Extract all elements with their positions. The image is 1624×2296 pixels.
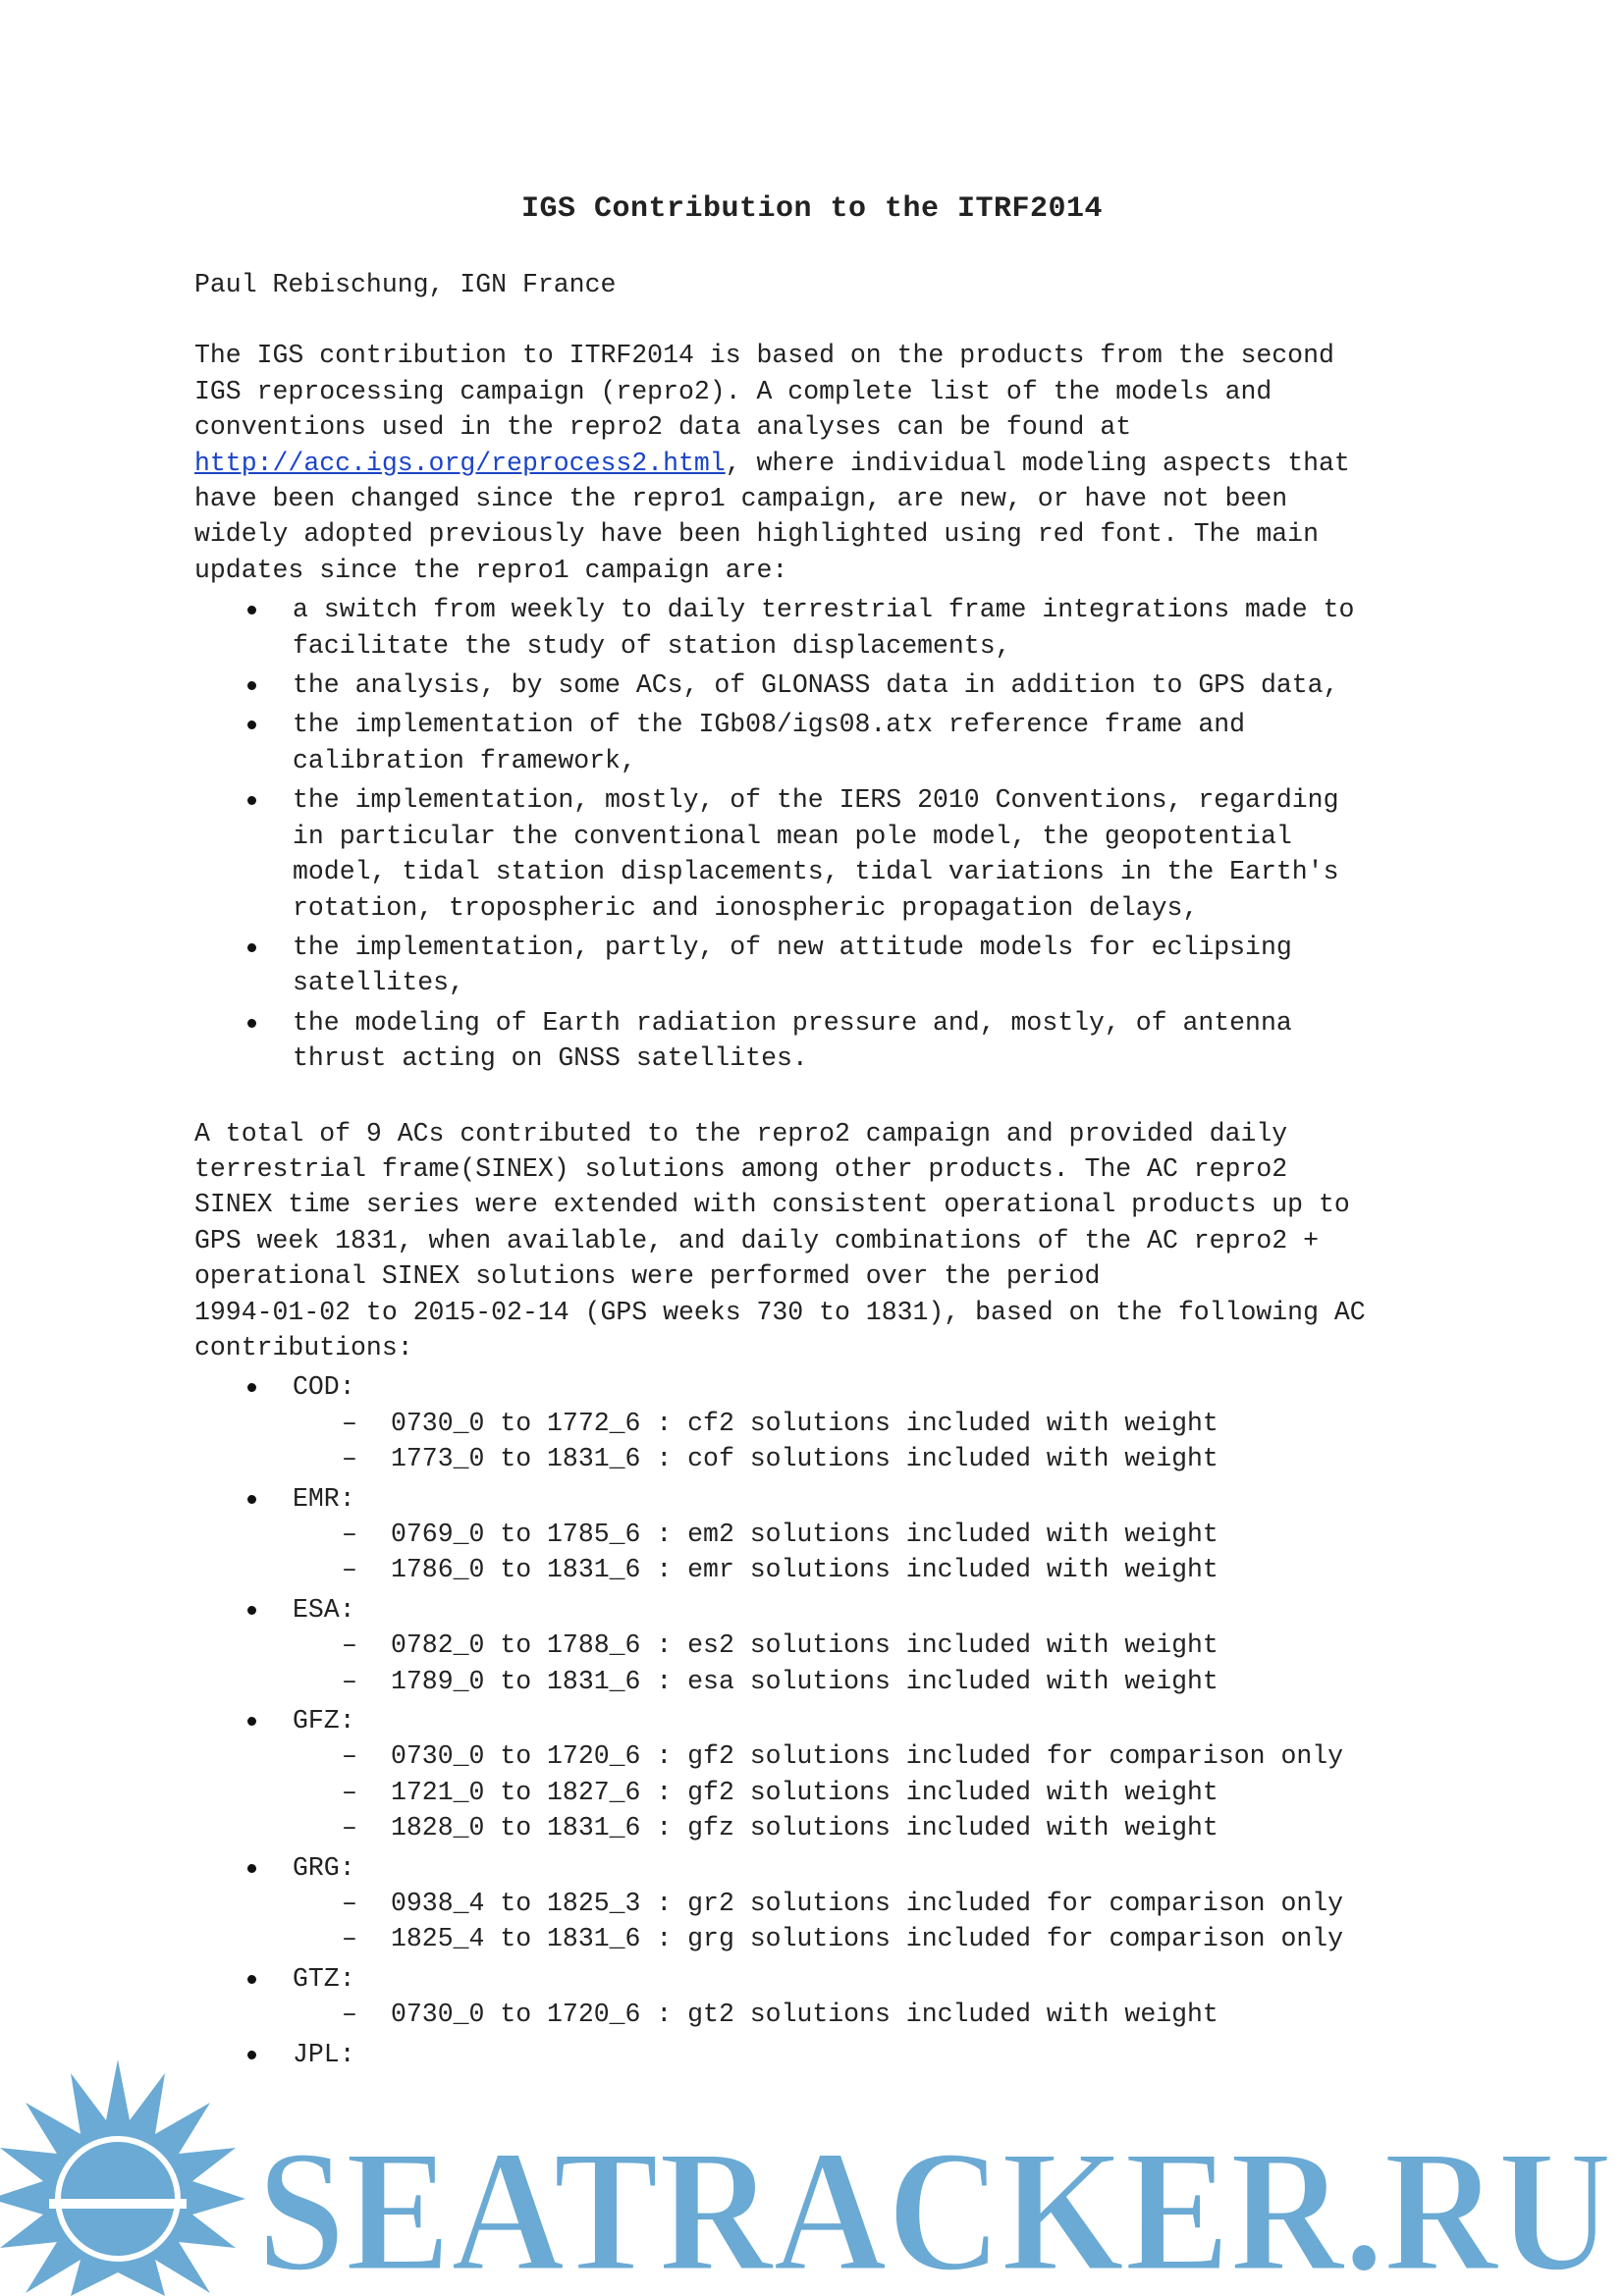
list-item: the implementation, partly, of new attitude models for eclipsing satellites, <box>194 930 1471 1001</box>
list-item: the modeling of Earth radiation pressure and, mostly, of antenna thrust acting on GNSS satellites. <box>194 1005 1471 1077</box>
dash-icon: – <box>342 1520 357 1549</box>
bullet-icon <box>247 1717 256 1726</box>
paragraph-gap <box>194 1081 1471 1116</box>
ac-solution-row: – 0730_0 to 1772_6 : cf2 solutions included with weight <box>293 1406 1471 1441</box>
ac-solution-row: – 0782_0 to 1788_6 : es2 solutions included with weight <box>293 1628 1471 1663</box>
ac-solution-row: – 1828_0 to 1831_6 : gfz solutions included with weight <box>293 1810 1471 1845</box>
dash-icon: – <box>342 1555 357 1585</box>
bullet-icon <box>247 1383 256 1392</box>
contributions-paragraph: A total of 9 ACs contributed to the repro2 campaign and provided daily terrestrial frame(SINEX) solutions among other products. The AC repro2 SINEX time series were extended with consistent operational products up to GPS week 1831, when available, and daily combinations of the AC repro2 + operational SINEX solutions were performed over the period 1994-01-02 to 2015-02-14 (GPS weeks 730 to 1831), based on the following AC contributions: <box>194 1118 1366 1362</box>
bullet-icon <box>247 606 256 614</box>
bullet-icon <box>247 796 256 805</box>
dash-icon: – <box>342 1741 357 1772</box>
bullet-icon <box>247 943 256 952</box>
ac-solution-row: – 1721_0 to 1827_6 : gf2 solutions included with weight <box>293 1775 1471 1810</box>
reprocess2-link[interactable]: http://acc.igs.org/reprocess2.html <box>194 448 726 478</box>
dash-icon: – <box>342 1444 357 1474</box>
bullet-icon <box>247 1864 256 1873</box>
horizon-band <box>49 2199 187 2209</box>
dash-icon: – <box>342 1777 357 1807</box>
document-title: IGS Contribution to the ITRF2014 <box>520 192 1104 226</box>
ac-solution-row: – 1789_0 to 1831_6 : esa solutions included with weight <box>293 1664 1471 1699</box>
list-item: the analysis, by some ACs, of GLONASS data in addition to GPS data, <box>194 667 1471 703</box>
ac-solution-row: – 1786_0 to 1831_6 : emr solutions included with weight <box>293 1552 1471 1587</box>
ac-solution-row: – 0938_4 to 1825_3 : gr2 solutions included for comparison only <box>293 1886 1471 1921</box>
document-body <box>194 267 1471 2076</box>
intro-line: The IGS contribution to ITRF2014 is based on the products from the second <box>194 341 1334 371</box>
list-item: the implementation, mostly, of the IERS 2010 Conventions, regarding in particular the conventional mean pole model, the geopotential model, tidal station displacements, tidal variations in the Earth's rotation, tropospheric and ionospheric propagation delays, <box>194 782 1471 926</box>
ac-item-cod: COD: – 0730_0 to 1772_6 : cf2 solutions included with weight – 1773_0 to 1831_6 : cof solutions included with weight <box>194 1369 1471 1476</box>
ac-list <box>194 1369 1471 2072</box>
ac-solution-row: – 0730_0 to 1720_6 : gt2 solutions included with weight <box>293 1997 1471 2032</box>
bullet-icon <box>247 721 256 729</box>
list-item: a switch from weekly to daily terrestrial frame integrations made to facilitate the study of station displacements, <box>194 592 1471 664</box>
ac-solution-row: – 1825_4 to 1831_6 : grg solutions included for comparison only <box>293 1921 1471 1956</box>
dash-icon: – <box>342 1924 357 1954</box>
dash-icon: – <box>342 1630 357 1661</box>
dash-icon: – <box>342 1889 357 1919</box>
ac-item-gtz: GTZ: – 0730_0 to 1720_6 : gt2 solutions included with weight <box>194 1961 1471 2033</box>
intro-line: widely adopted previously have been highlighted using red font. The main <box>194 519 1319 550</box>
ac-item-jpl: JPL: <box>194 2037 1471 2072</box>
intro-line: IGS reprocessing campaign (repro2). A complete list of the models and <box>194 376 1272 406</box>
intro-line: have been changed since the repro1 campaign, are new, or have not been <box>194 484 1288 514</box>
watermark-text: SEATRACKER.RU <box>257 2113 1612 2296</box>
ac-item-esa: ESA: – 0782_0 to 1788_6 : es2 solutions included with weight – 1789_0 to 1831_6 : esa solutions included with weight <box>194 1592 1471 1699</box>
ac-solution-row: – 1773_0 to 1831_6 : cof solutions included with weight <box>293 1441 1471 1476</box>
bullet-icon <box>247 681 256 690</box>
ac-solution-row: – 0730_0 to 1720_6 : gf2 solutions included for comparison only <box>293 1738 1471 1774</box>
seatracker-watermark <box>0 2052 1624 2296</box>
ac-solution-row: – 0769_0 to 1785_6 : em2 solutions included with weight <box>293 1517 1471 1552</box>
bullet-icon <box>247 1019 256 1028</box>
dash-icon: – <box>342 2000 357 2030</box>
updates-list <box>194 592 1471 1076</box>
ac-item-grg: GRG: – 0938_4 to 1825_3 : gr2 solutions included for comparison only – 1825_4 to 1831_6 : grg solutions included for comparison only <box>194 1850 1471 1957</box>
ac-item-emr: EMR: – 0769_0 to 1785_6 : em2 solutions included with weight – 1786_0 to 1831_6 : emr solutions included with weight <box>194 1481 1471 1588</box>
bullet-icon <box>247 1495 256 1504</box>
intro-paragraph <box>194 338 1471 588</box>
list-item: the implementation of the IGb08/igs08.atx reference frame and calibration framework, <box>194 707 1471 778</box>
intro-line-with-link <box>194 446 1471 481</box>
intro-line: updates since the repro1 campaign are: <box>194 555 788 585</box>
bullet-icon <box>247 1606 256 1615</box>
sun-burst-icon <box>0 2059 245 2296</box>
bullet-icon <box>247 1975 256 1984</box>
intro-line: conventions used in the repro2 data analyses can be found at <box>194 412 1132 443</box>
dash-icon: – <box>342 1666 357 1696</box>
author-line: Paul Rebischung, IGN France <box>194 270 617 299</box>
dash-icon: – <box>342 1408 357 1438</box>
dash-icon: – <box>342 1813 357 1843</box>
intro-line-rest: , where individual modeling aspects that <box>725 448 1350 478</box>
ac-item-gfz: GFZ: – 0730_0 to 1720_6 : gf2 solutions included for comparison only – 1721_0 to 1827_6 : gf2 solutions included with weight – 1828_0 to 1831_6 : gfz solutions included with weight <box>194 1703 1471 1846</box>
